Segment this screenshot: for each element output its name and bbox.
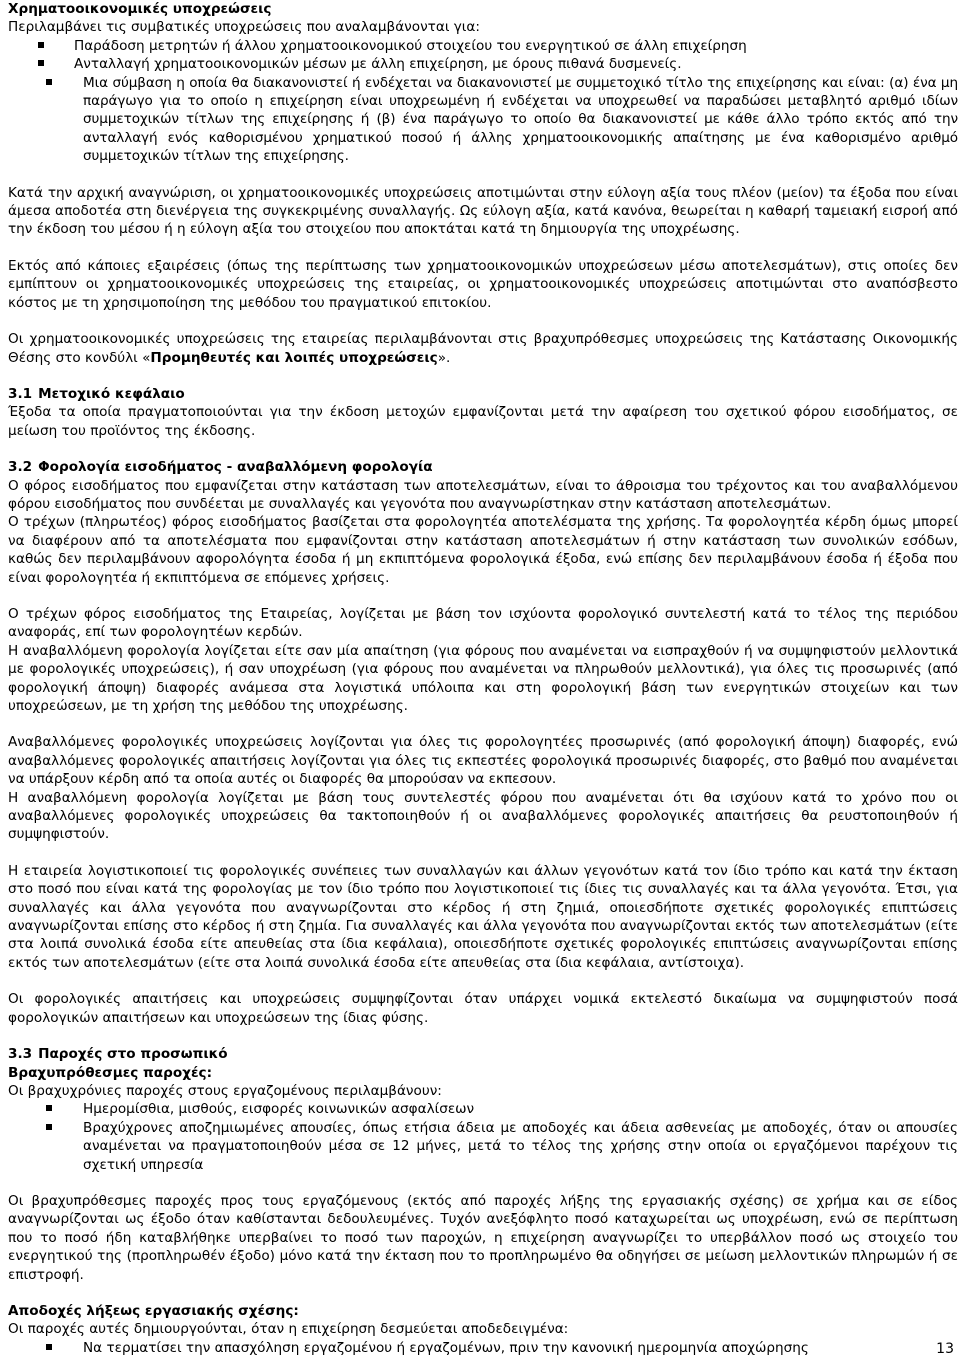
square-bullet-icon: [46, 1344, 52, 1350]
list-item: Να τερματίσει την απασχόληση εργαζομένου ή εργαζομένων, πριν την κανονική ημερομηνία αποχώρησης: [8, 1339, 958, 1357]
section-heading-3-1: 3.1 Μετοχικό κεφάλαιο: [8, 385, 185, 402]
paragraph: Εκτός από κάποιες εξαιρέσεις (όπως της περίπτωσης των χρηματοοικονομικών υποχρεώσεων μέσω αποτελεσμάτων), στις οποίες δεν εμπίπτουν οι χρηματοοικονομικές υποχρεώσεις της εταιρείας, οι χρηματοοικονομικές υποχρεώσεις αποτιμώνται στο αναπόσβεστο κόστος με τη χρησιμοποίηση της μεθόδου του πραγματικού επιτοκίου.: [8, 257, 958, 311]
section-title-liabilities: Χρηματοοικονομικές υποχρεώσεις: [8, 1, 272, 17]
paragraph: Η αναβαλλόμενη φορολογία λογίζεται με βάση τους συντελεστές φόρου που αναμένεται ότι θα ισχύουν κατά το χρόνο που οι αναβαλλόμενες φορολογικές υποχρεώσεις θα τακτοποιηθούν ή οι αναβαλλόμενες φορολογικές απαιτήσεις θα ρευστοποιηθούν ή συμψηφιστούν.: [8, 789, 958, 843]
list-item: Ημερομίσθια, μισθούς, εισφορές κοινωνικών ασφαλίσεων: [8, 1100, 958, 1118]
list-item: Μια σύμβαση η οποία θα διακανονιστεί ή ενδέχεται να διακανονιστεί με συμμετοχικό τίτλο της επιχείρησης και είναι: (α) ένα μη παράγωγο για το οποίο η επιχείρηση είναι υποχρεωμένη ή ενδέχεται να υποχρεωθεί να παραδώσει μεταβλητό αριθμό ιδίων συμμετοχικών τίτλων της επιχείρησης ή (β) ένα παράγωγο το οποίο θα διακανονιστεί με κάθε άλλο τρόπο εκτός από την ανταλλαγή ενός καθορισμένου χρηματικού ποσού ή άλλης χρηματοοικονομικής απαίτησης με ένα καθορισμένο αριθμό συμμετοχικών τίτλων της επιχείρησης.: [8, 74, 958, 166]
square-bullet-icon: [46, 79, 52, 85]
paragraph: Ο τρέχων (πληρωτέος) φόρος εισοδήματος βασίζεται στα φορολογητέα αποτελέσματα της χρήσης. Τα φορολογητέα κέρδη όμως μπορεί να διαφέρουν από τα αποτελέσματα που εμφανίζονται στην κατάσταση αποτελεσμάτων ή στην κατάσταση των συνολικών εσόδων, καθώς δεν περιλαμβάνουν αφορολόγητα έσοδα ή μη εκπιπτόμενα φορολογικά έξοδα, ενώ επίσης δεν περιλαμβάνουν έσοδα ή έξοδα που είναι φορολογητέα ή εκπιπτόμενα σε επόμενες χρήσεις.: [8, 514, 958, 586]
paragraph: Οι φορολογικές απαιτήσεις και υποχρεώσεις συμψηφίζονται όταν υπάρχει νομικά εκτελεστό δικαίωμα να συμψηφιστούν ποσά φορολογικών απαιτήσεων και υποχρεώσεων της ίδιας φύσης.: [8, 991, 958, 1026]
paragraph: Κατά την αρχική αναγνώριση, οι χρηματοοικονομικές υποχρεώσεις αποτιμώνται στην εύλογη αξία τους πλέον (μείον) τα έξοδα που είναι άμεσα αποδοτέα στη διενέργεια της συγκεκριμένης συναλλαγής. Ως εύλογη αξία, κατά κανόνα, θεωρείται η καθαρή ταμειακή εισροή από την έκδοση του μέσου ή η εύλογη αξία του στοιχείου που αποκτάται κατά τη δημιουργία της υποχρέωσης.: [8, 184, 958, 238]
list-item: Παράδοση μετρητών ή άλλου χρηματοοικονομικού στοιχείου του ενεργητικού σε άλλη επιχείρηση: [8, 37, 958, 55]
paragraph: Ο τρέχων φόρος εισοδήματος της Εταιρείας, λογίζεται με βάση τον ισχύοντα φορολογικό συντελεστή κατά το τέλος της περιόδου αναφοράς, επί των φορολογητέων κερδών.: [8, 605, 958, 641]
square-bullet-icon: [38, 60, 44, 66]
paragraph: Έξοδα τα οποία πραγματοποιούνται για την έκδοση μετοχών εμφανίζονται μετά την αφαίρεση του σχετικού φόρου εισοδήματος, σε μείωση του προϊόντος της έκδοσης.: [8, 404, 958, 439]
subsection-heading: Βραχυπρόθεσμες παροχές:: [8, 1064, 213, 1081]
paragraph: Οι βραχυχρόνιες παροχές στους εργαζομένους περιλαμβάνουν:: [8, 1082, 442, 1099]
square-bullet-icon: [46, 1124, 52, 1130]
section-heading-3-3: 3.3 Παροχές στο προσωπικό: [8, 1046, 228, 1063]
document-page: [8, 0, 958, 1357]
paragraph: Αναβαλλόμενες φορολογικές υποχρεώσεις λογίζονται για όλες τις φορολογητέες προσωρινές (από φορολογική άποψη) διαφορές, ενώ αναβαλλόμενες φορολογικές απαιτήσεις λογίζονται για όλες τις εκπεστέες φορολογικά προσωρινές διαφορές, στο βαθμό που αναμένεται να υπάρξουν κέρδη από τα οποία αυτές οι διαφορές θα μπορούσαν να εκπεσουν.: [8, 734, 958, 788]
paragraph: Οι βραχυπρόθεσμες παροχές προς τους εργαζόμενους (εκτός από παροχές λήξης της εργασιακής σχέσης) σε χρήμα και σε είδος αναγνωρίζονται ως έξοδο όταν καθίστανται δεδουλευμένες. Τυχόν ανεξόφλητο ποσό καταχωρείται ως υποχρέωση, ενώ σε περίπτωση που το ποσό ήδη καταβλήθηκε υπερβαίνει το ποσό των παροχών, η επιχείρηση αναγνωρίζει το υπερβάλλον ποσό ως στοιχείο του ενεργητικού της (προπληρωθέν έξοδο) μόνο κατά την έκταση που το προπληρωμένο θα οδηγήσει σε μείωση μελλοντικών πληρωμών ή σε επιστροφή.: [8, 1192, 958, 1283]
paragraph: Ο φόρος εισοδήματος που εμφανίζεται στην κατάσταση των αποτελεσμάτων, είναι το άθροισμα του τρέχοντος και του αναβαλλόμενου φόρου εισοδήματος που συνδέεται με συναλλαγές και γεγονότα που αναγνωρίστηκαν στην κατάσταση αποτελεσμάτων.: [8, 477, 958, 512]
section-heading-3-2: 3.2 Φορολογία εισοδήματος - αναβαλλόμενη φορολογία: [8, 459, 433, 476]
square-bullet-icon: [46, 1105, 52, 1111]
page-number: 13: [936, 1341, 954, 1357]
paragraph: Οι παροχές αυτές δημιουργούνται, όταν η επιχείρηση δεσμεύεται αποδεδειγμένα:: [8, 1321, 569, 1338]
paragraph: Η εταιρεία λογιστικοποιεί τις φορολογικές συνέπειες των συναλλαγών και άλλων γεγονότων κατά τον ίδιο τρόπο και κατά την έκταση στο ποσό που είναι κατά της φορολογίας με τον ίδιο τρόπο που λογιστικοποιεί τις ίδιες τις συναλλαγές και τα άλλα γεγονότα. Έτσι, για συναλλαγές και άλλα γεγονότα που αναγνωρίζονται στο κέρδος ή στη ζημιά, οποιεσδήποτε σχετικές φορολογικές επιπτώσεις αναγνωρίζονται επίσης στο κέρδος ή στη ζημία. Για συναλλαγές και άλλα γεγονότα που αναγνωρίζονται εκτός των αποτελεσμάτων (είτε στα λοιπά συνολικά έσοδα είτε απευθείας στα ίδια κεφάλαια), οποιεσδήποτε σχετικές φορολογικές επιπτώσεις αναγνωρίζονται επίσης εκτός των αποτελεσμάτων (είτε στα λοιπά συνολικά έσοδα είτε απευθείας στα ίδια κεφάλαια, αντίστοιχα).: [8, 862, 958, 971]
benefits-bullet-list: [8, 1100, 958, 1174]
square-bullet-icon: [38, 42, 44, 48]
list-item: Βραχύχρονες αποζημιωμένες απουσίες, όπως ετήσια άδεια με αποδοχές και άδεια ασθενείας με αποδοχές, όταν οι απουσίες αναμένεται να πραγματοποιηθούν μέσα σε 12 μήνες, μετά το τέλος της χρήσης στην οποία οι εργαζόμενοι παρέχουν τις σχετική υπηρεσία: [8, 1119, 958, 1174]
list-item: Ανταλλαγή χρηματοοικονομικών μέσων με άλλη επιχείρηση, με όρους πιθανά δυσμενείς.: [8, 55, 958, 73]
paragraph: Οι χρηματοοικονομικές υποχρεώσεις της εταιρείας περιλαμβάνονται στις βραχυπρόθεσμες υποχρεώσεις της Κατάστασης Οικονομικής Θέσης στο κονδύλι «Προμηθευτές και λοιπές υποχρεώσεις».: [8, 331, 958, 366]
liabilities-bullet-list: [8, 37, 958, 166]
paragraph: Η αναβαλλόμενη φορολογία λογίζεται είτε σαν μία απαίτηση (για φόρους που αναμένεται να εισπραχθούν ή να συμψηφιστούν μελλοντικά με φορολογικές υποχρεώσεις), ή σαν υποχρέωση (για φόρους που αναμένεται να πληρωθούν μελλοντικά), για όλες τις προσωρινές (από φορολογική άποψη) διαφορές ανάμεσα στα λογιστικά υπόλοιπα και στη φορολογική βάση των ενεργητικών στοιχείων και των υποχρεώσεων, με τη χρήση της μεθόδου της υποχρέωσης.: [8, 642, 958, 714]
bold-term: Προμηθευτές και λοιπές υποχρεώσεις: [150, 349, 438, 366]
liabilities-intro: Περιλαμβάνει τις συμβατικές υποχρεώσεις που αναλαμβάνονται για:: [8, 19, 480, 36]
termination-bullet-list: [8, 1339, 958, 1357]
subsection-heading: Αποδοχές λήξεως εργασιακής σχέσης:: [8, 1302, 299, 1319]
